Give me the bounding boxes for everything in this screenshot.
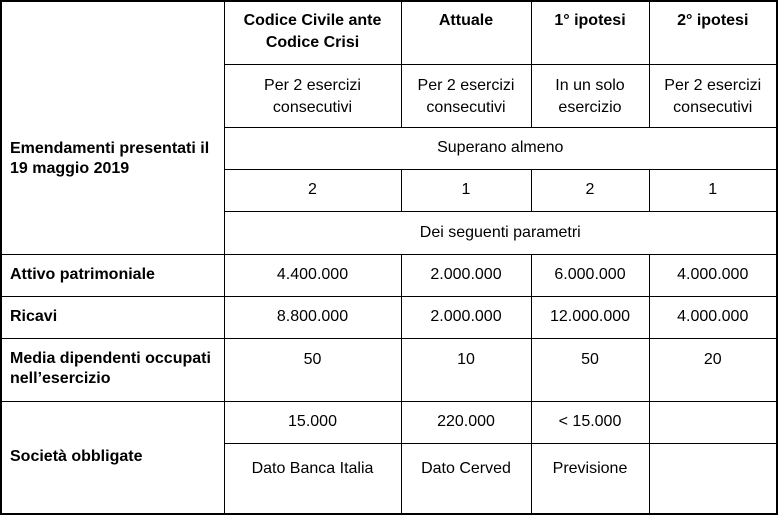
attivo-codice-civile: 4.400.000 — [224, 254, 401, 296]
attivo-attuale: 2.000.000 — [401, 254, 531, 296]
header-codice-civile: Codice Civile ante Codice Crisi — [224, 1, 401, 64]
periodo-codice-civile: Per 2 esercizi consecutivi — [224, 64, 401, 127]
numero-parametri-2-ipotesi: 1 — [649, 169, 777, 211]
superano-almeno: Superano almeno — [224, 127, 777, 169]
periodo-attuale: Per 2 esercizi consecutivi — [401, 64, 531, 127]
ricavi-codice-civile: 8.800.000 — [224, 296, 401, 338]
ricavi-1-ipotesi: 12.000.000 — [531, 296, 649, 338]
societa-fonte-2-ipotesi — [649, 443, 777, 514]
societa-fonte-codice-civile: Dato Banca Italia — [224, 443, 401, 514]
header-1-ipotesi: 1° ipotesi — [531, 1, 649, 64]
numero-parametri-codice-civile: 2 — [224, 169, 401, 211]
dipendenti-attuale: 10 — [401, 338, 531, 401]
seguenti-parametri: Dei seguenti parametri — [224, 211, 777, 254]
societa-fonte-1-ipotesi: Previsione — [531, 443, 649, 514]
header-2-ipotesi: 2° ipotesi — [649, 1, 777, 64]
periodo-2-ipotesi: Per 2 esercizi consecutivi — [649, 64, 777, 127]
dipendenti-2-ipotesi: 20 — [649, 338, 777, 401]
numero-parametri-1-ipotesi: 2 — [531, 169, 649, 211]
societa-label: Società obbligate — [1, 401, 224, 514]
attivo-label: Attivo patrimoniale — [1, 254, 224, 296]
societa-numero-attuale: 220.000 — [401, 401, 531, 443]
societa-numero-2-ipotesi — [649, 401, 777, 443]
societa-numero-codice-civile: 15.000 — [224, 401, 401, 443]
dipendenti-1-ipotesi: 50 — [531, 338, 649, 401]
dipendenti-codice-civile: 50 — [224, 338, 401, 401]
numero-parametri-attuale: 1 — [401, 169, 531, 211]
ricavi-attuale: 2.000.000 — [401, 296, 531, 338]
corner-cell — [1, 1, 224, 64]
societa-fonte-attuale: Dato Cerved — [401, 443, 531, 514]
emendamenti-label: Emendamenti presentati il 19 maggio 2019 — [1, 64, 224, 254]
attivo-1-ipotesi: 6.000.000 — [531, 254, 649, 296]
ricavi-label: Ricavi — [1, 296, 224, 338]
dipendenti-label: Media dipendenti occupati nell’esercizio — [1, 338, 224, 401]
periodo-1-ipotesi: In un solo esercizio — [531, 64, 649, 127]
header-attuale: Attuale — [401, 1, 531, 64]
ricavi-2-ipotesi: 4.000.000 — [649, 296, 777, 338]
societa-numero-1-ipotesi: < 15.000 — [531, 401, 649, 443]
attivo-2-ipotesi: 4.000.000 — [649, 254, 777, 296]
